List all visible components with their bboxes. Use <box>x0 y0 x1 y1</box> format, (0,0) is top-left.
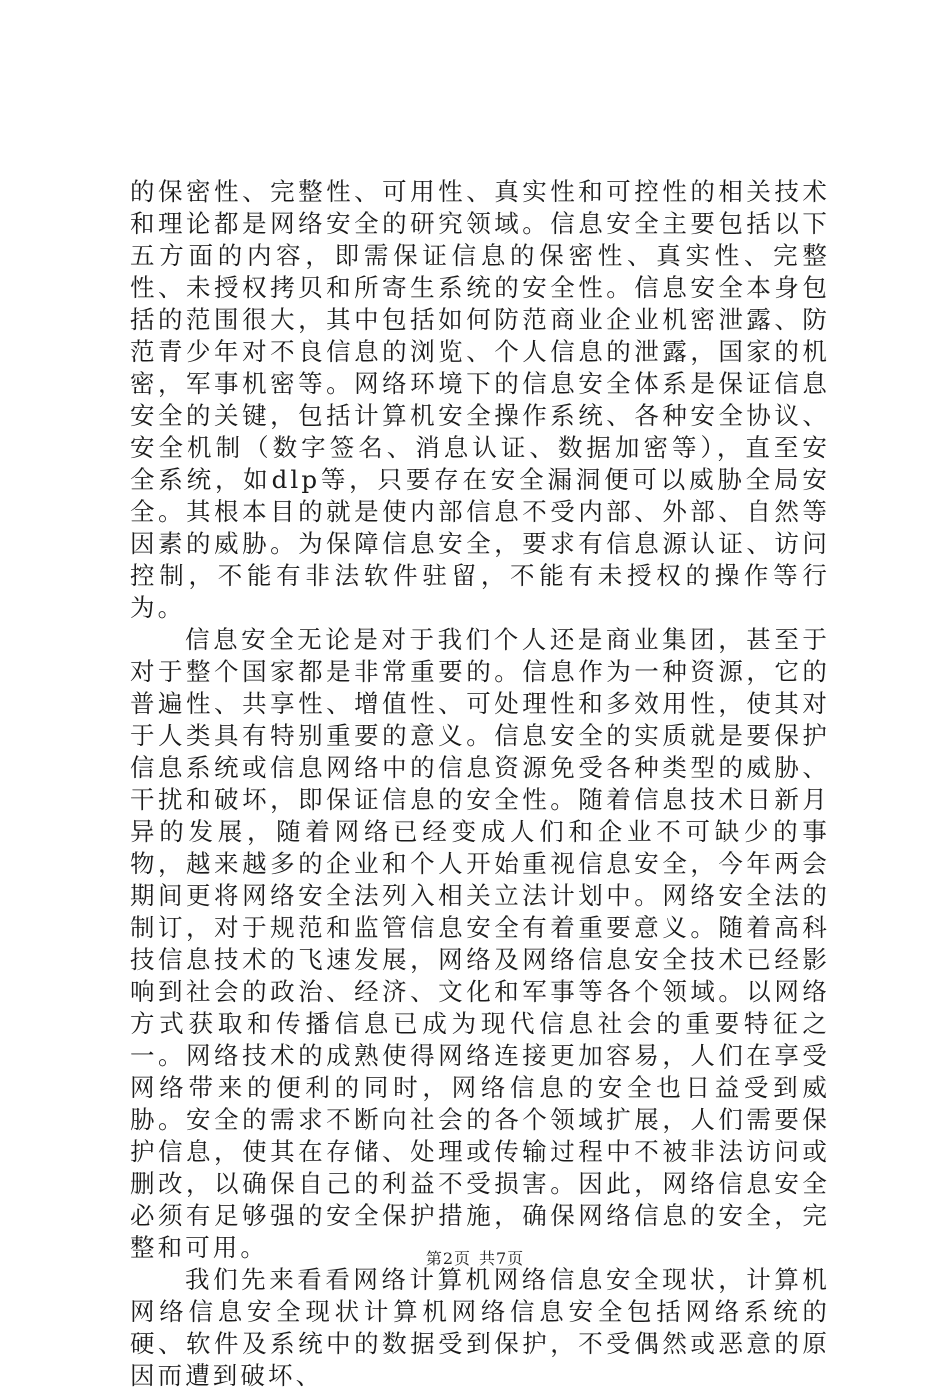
page-total: 共7页 <box>479 1249 525 1268</box>
paragraph-2: 信息安全无论是对于我们个人还是商业集团，甚至于对于整个国家都是非常重要的。信息作为一种资源，它的普遍性、共享性、增值性、可处理性和多效用性，使其对于人类具有特别重要的意义。信息安全的实质就是要保护信息系统或信息网络中的信息资源免受各种类型的威胁、干扰和破坏，即保证信息的安全性。随着信息技术日新月异的发展，随着网络已经变成人们和企业不可缺少的事物，越来越多的企业和个人开始重视信息安全，今年两会期间更将网络安全法列入相关立法计划中。网络安全法的制订，对于规范和监管信息安全有着重要意义。随着高科技信息技术的飞速发展，网络及网络信息安全技术已经影响到社会的政治、经济、文化和军事等各个领域。以网络方式获取和传播信息已成为现代信息社会的重要特征之一。网络技术的成熟使得网络连接更加容易，人们在享受网络带来的便利的同时，网络信息的安全也日益受到威胁。安全的需求不断向社会的各个领域扩展，人们需要保护信息，使其在存储、处理或传输过程中不被非法访问或删改，以确保自己的利益不受损害。因此，网络信息安全必须有足够强的安全保护措施，确保网络信息的安全，完整和可用。 <box>130 625 830 1262</box>
paragraph-1: 的保密性、完整性、可用性、真实性和可控性的相关技术和理论都是网络安全的研究领域。信息安全主要包括以下五方面的内容，即需保证信息的保密性、真实性、完整性、未授权拷贝和所寄生系统的安全性。信息安全本身包括的范围很大，其中包括如何防范商业企业机密泄露、防范青少年对不良信息的浏览、个人信息的泄露，国家的机密，军事机密等。网络环境下的信息安全体系是保证信息安全的关键，包括计算机安全操作系统、各种安全协议、安全机制（数字签名、消息认证、数据加密等），直至安全系统，如dlp等，只要存在安全漏洞便可以威胁全局安全。其根本目的就是使内部信息不受内部、外部、自然等因素的威胁。为保障信息安全，要求有信息源认证、访问控制，不能有非法软件驻留，不能有未授权的操作等行为。 <box>130 177 830 622</box>
paragraph-3: 我们先来看看网络计算机网络信息安全现状，计算机网络信息安全现状计算机网络信息安全包括网络系统的硬、软件及系统中的数据受到保护，不受偶然或恶意的原因而遭到破坏、 <box>130 1265 830 1390</box>
page-footer <box>0 1246 950 1269</box>
page-number: 第2页 <box>425 1249 471 1268</box>
document-body <box>130 176 830 1392</box>
